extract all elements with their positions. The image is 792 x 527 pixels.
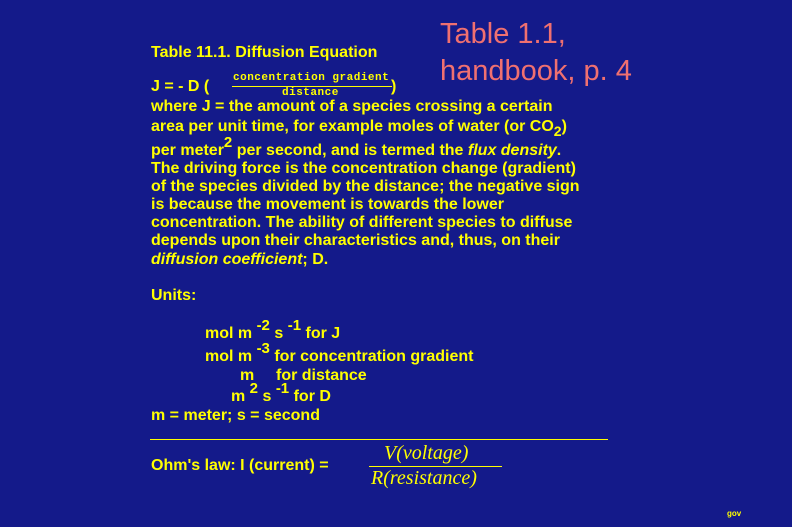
units-legend: m = meter; s = second bbox=[151, 407, 320, 424]
equation-lhs: J = - D ( bbox=[151, 78, 210, 95]
equation-denominator: distance bbox=[282, 87, 339, 99]
paragraph-line-3-middle: per second, and is termed the bbox=[232, 142, 468, 159]
slide-title: Table 11.1. Diffusion Equation bbox=[151, 44, 378, 61]
units-row-gradient-label: for concentration gradient bbox=[269, 348, 474, 365]
units-row-coefficient bbox=[231, 380, 331, 406]
units-row-gradient-mol: mol m bbox=[205, 348, 257, 365]
units-row-gradient bbox=[205, 340, 474, 366]
paragraph-line-9-end: ; D. bbox=[302, 251, 329, 268]
divider bbox=[150, 439, 608, 440]
paragraph-line-2 bbox=[151, 118, 567, 139]
units-row-distance-label: for distance bbox=[276, 367, 367, 384]
paragraph-line-1: where J = the amount of a species crossing a certain bbox=[151, 98, 553, 115]
reference-line-2: handbook, p. 4 bbox=[440, 55, 632, 87]
footer-gov: gov bbox=[727, 509, 742, 518]
diffusion-coefficient-term: diffusion coefficient bbox=[151, 251, 303, 268]
paragraph-line-2-end: ) bbox=[561, 118, 567, 135]
paragraph-line-2-text: area per unit time, for example moles of water (or CO bbox=[151, 118, 554, 135]
reference-line-1: Table 1.1, bbox=[440, 18, 566, 50]
units-row-coefficient-s: s bbox=[258, 388, 276, 405]
co2-subscript: 2 bbox=[553, 123, 562, 139]
units-row-coefficient-m: m bbox=[231, 388, 250, 405]
units-row-gradient-exp: -3 bbox=[256, 340, 270, 357]
paragraph-line-3-text: per meter bbox=[151, 142, 224, 159]
units-row-distance-unit: m bbox=[240, 367, 255, 384]
paragraph-line-3-end: . bbox=[556, 142, 562, 159]
units-row-coefficient-label: for D bbox=[289, 388, 331, 405]
paragraph-line-8: depends upon their characteristics and, thus, on their bbox=[151, 232, 560, 249]
paragraph-line-7: concentration. The ability of different species to diffuse bbox=[151, 214, 573, 231]
paragraph-line-3 bbox=[151, 134, 562, 160]
flux-density-term: flux density bbox=[467, 142, 557, 159]
paragraph-line-5: of the species divided by the distance; the negative sign bbox=[151, 178, 580, 195]
units-row-coefficient-exp-m: 2 bbox=[249, 380, 259, 397]
units-row-coefficient-exp-s: -1 bbox=[275, 380, 290, 397]
paragraph-line-4: The driving force is the concentration change (gradient) bbox=[151, 160, 576, 177]
equation-rhs: ) bbox=[391, 78, 397, 95]
units-row-flux bbox=[205, 317, 341, 343]
paragraph-line-6: is because the movement is towards the lower bbox=[151, 196, 504, 213]
equation-numerator: concentration gradient bbox=[233, 72, 390, 84]
units-row-flux-s: s bbox=[269, 325, 288, 342]
paragraph-line-9 bbox=[151, 251, 328, 269]
units-heading: Units: bbox=[151, 287, 197, 304]
ohm-denominator: R(resistance) bbox=[371, 467, 477, 489]
units-row-flux-exp-s: -1 bbox=[287, 317, 302, 334]
ohm-numerator: V(voltage) bbox=[384, 442, 469, 464]
units-row-flux-exp-m: -2 bbox=[256, 317, 270, 334]
ohm-label: Ohm's law: I (current) = bbox=[151, 457, 329, 474]
meter-squared-superscript: 2 bbox=[223, 134, 233, 151]
units-row-flux-label: for J bbox=[301, 325, 341, 342]
units-row-flux-mol: mol m bbox=[205, 325, 257, 342]
